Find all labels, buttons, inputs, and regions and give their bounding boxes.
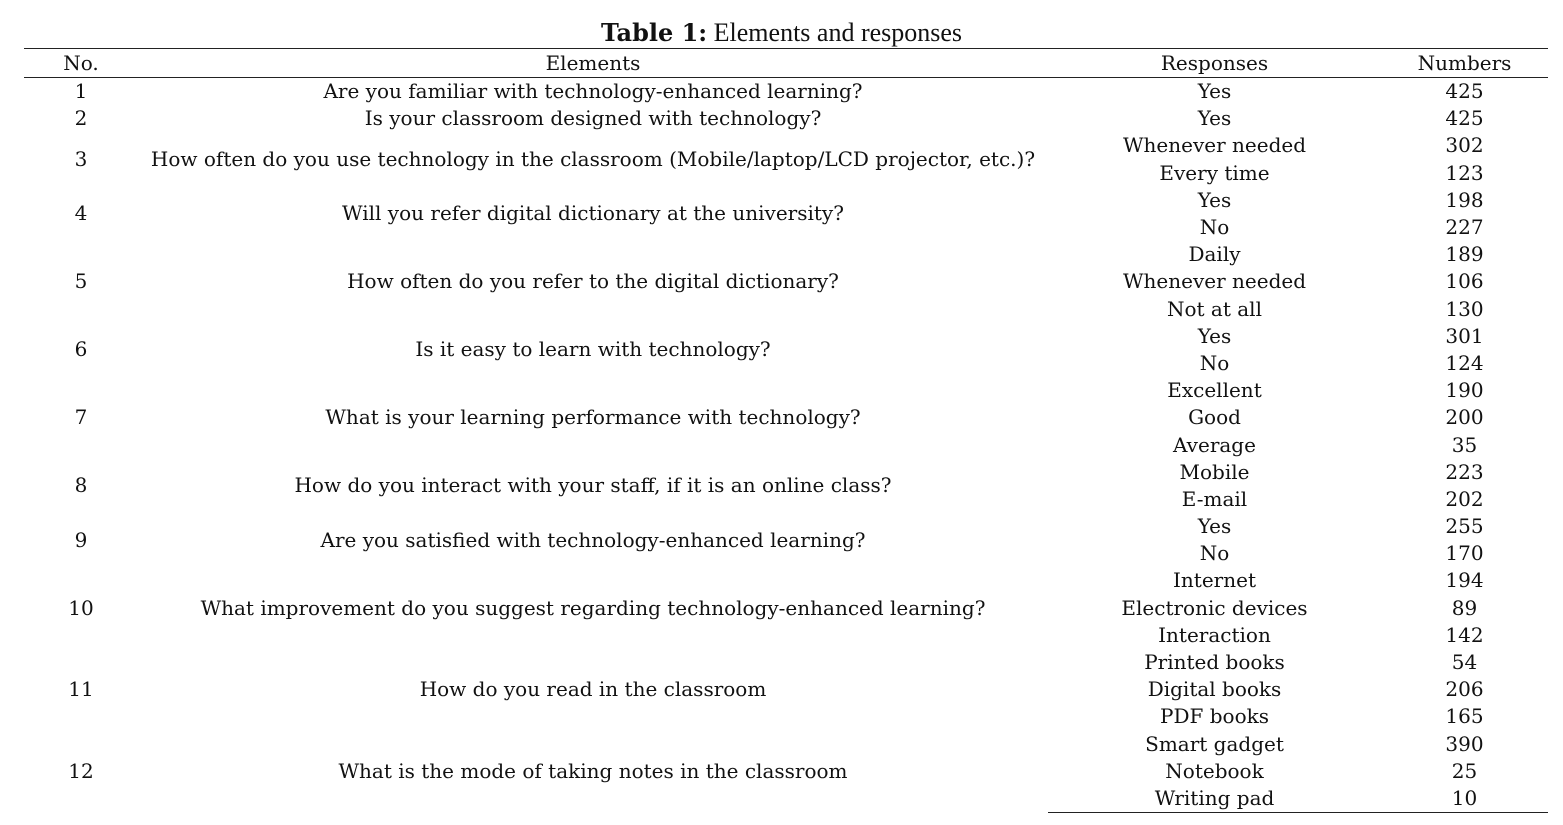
- response-option: Yes: [1197, 79, 1232, 104]
- response-count: 223: [1445, 459, 1484, 484]
- response-count: 255: [1445, 514, 1484, 539]
- response-option: No: [1199, 350, 1230, 375]
- row-number: 7: [74, 405, 88, 430]
- response-count: 200: [1445, 405, 1484, 430]
- response-count: 425: [1445, 106, 1484, 131]
- row-number: 6: [74, 337, 88, 362]
- response-option: Daily: [1188, 242, 1241, 267]
- response-option: Yes: [1197, 187, 1232, 212]
- header-numbers: Numbers: [1381, 49, 1548, 78]
- response-count: 124: [1445, 350, 1484, 375]
- response-count: 35: [1451, 432, 1478, 457]
- response-count: 198: [1445, 187, 1484, 212]
- response-count: 206: [1445, 677, 1484, 702]
- element-question: Are you satisfied with technology-enhanced learning?: [320, 527, 866, 552]
- response-count: 10: [1381, 785, 1548, 813]
- response-count: 170: [1445, 541, 1484, 566]
- responses-table: [24, 48, 1548, 813]
- table-row: [24, 241, 1548, 268]
- row-number: 8: [74, 473, 88, 498]
- response-option: No: [1199, 215, 1230, 240]
- element-question: Is it easy to learn with technology?: [415, 337, 771, 362]
- element-question: How do you interact with your staff, if it is an online class?: [294, 473, 892, 498]
- response-count: 25: [1451, 758, 1478, 783]
- response-count: 165: [1445, 704, 1484, 729]
- row-number: 3: [74, 147, 88, 172]
- element-question: How often do you refer to the digital dictionary?: [347, 269, 839, 294]
- response-count: 302: [1445, 133, 1484, 158]
- response-option: Digital books: [1147, 677, 1282, 702]
- response-count: 425: [1445, 79, 1484, 104]
- response-count: 142: [1445, 622, 1484, 647]
- response-count: 189: [1445, 242, 1484, 267]
- header-responses: Responses: [1048, 49, 1381, 78]
- table-caption-text: Elements and responses: [713, 18, 963, 47]
- response-option: Average: [1173, 432, 1256, 457]
- response-count: 89: [1451, 595, 1478, 620]
- response-option: Yes: [1197, 323, 1232, 348]
- row-number: 11: [68, 677, 94, 702]
- response-count: 106: [1445, 269, 1484, 294]
- row-number: 12: [68, 759, 94, 784]
- element-question: What is your learning performance with technology?: [325, 405, 861, 430]
- element-question: Are you familiar with technology-enhanced learning?: [323, 79, 863, 104]
- element-question: How do you read in the classroom: [419, 677, 767, 702]
- table-caption: [0, 16, 1563, 50]
- response-option: Yes: [1197, 514, 1232, 539]
- response-option: No: [1199, 541, 1230, 566]
- response-count: 123: [1445, 160, 1484, 185]
- row-number: 4: [74, 201, 88, 226]
- table-body: [24, 78, 1548, 813]
- row-number: 5: [74, 269, 88, 294]
- row-number: 9: [74, 527, 88, 552]
- response-option: Whenever needed: [1122, 133, 1307, 158]
- table-row: [24, 78, 1548, 106]
- response-count: 390: [1445, 731, 1484, 756]
- table-row: [24, 377, 1548, 404]
- element-question: How often do you use technology in the classroom (Mobile/laptop/LCD projector, etc.)?: [150, 147, 1036, 172]
- response-count: 130: [1445, 296, 1484, 321]
- response-option: Good: [1188, 405, 1241, 430]
- header-elements: Elements: [138, 49, 1048, 78]
- response-option: Smart gadget: [1145, 731, 1284, 756]
- table-row: [24, 105, 1548, 132]
- response-option: Printed books: [1144, 650, 1285, 675]
- response-option: Mobile: [1179, 459, 1250, 484]
- element-question: What is the mode of taking notes in the classroom: [338, 759, 848, 784]
- element-question: Is your classroom designed with technology?: [364, 106, 822, 131]
- header-no: No.: [24, 49, 138, 78]
- table-row: [24, 132, 1548, 159]
- response-count: 190: [1445, 378, 1484, 403]
- table-row: [24, 567, 1548, 594]
- table-caption-label: Table 1:: [600, 18, 708, 47]
- response-option: PDF books: [1160, 704, 1269, 729]
- row-number: 2: [74, 106, 88, 131]
- response-option: Excellent: [1167, 378, 1262, 403]
- response-option: Interaction: [1158, 622, 1271, 647]
- row-number: 10: [68, 595, 94, 620]
- response-option: Whenever needed: [1122, 269, 1307, 294]
- response-option: Yes: [1197, 106, 1232, 131]
- element-question: Will you refer digital dictionary at the university?: [342, 201, 844, 226]
- response-option: Not at all: [1167, 296, 1262, 321]
- response-option: Writing pad: [1048, 785, 1381, 813]
- response-count: 227: [1445, 215, 1484, 240]
- response-option: Notebook: [1165, 758, 1264, 783]
- table-row: [24, 731, 1548, 758]
- response-option: Internet: [1173, 568, 1256, 593]
- table-row: [24, 187, 1548, 214]
- table-row: [24, 459, 1548, 486]
- table-row: [24, 513, 1548, 540]
- response-count: 202: [1445, 486, 1484, 511]
- row-number: 1: [74, 79, 88, 104]
- response-option: Electronic devices: [1121, 595, 1308, 620]
- table-row: [24, 649, 1548, 676]
- element-question: What improvement do you suggest regarding technology-enhanced learning?: [200, 595, 986, 620]
- response-option: E-mail: [1181, 486, 1248, 511]
- response-option: Every time: [1159, 160, 1270, 185]
- table-header-row: [24, 49, 1548, 78]
- table-row: [24, 323, 1548, 350]
- response-count: 301: [1445, 323, 1484, 348]
- response-count: 194: [1445, 568, 1484, 593]
- response-count: 54: [1451, 650, 1478, 675]
